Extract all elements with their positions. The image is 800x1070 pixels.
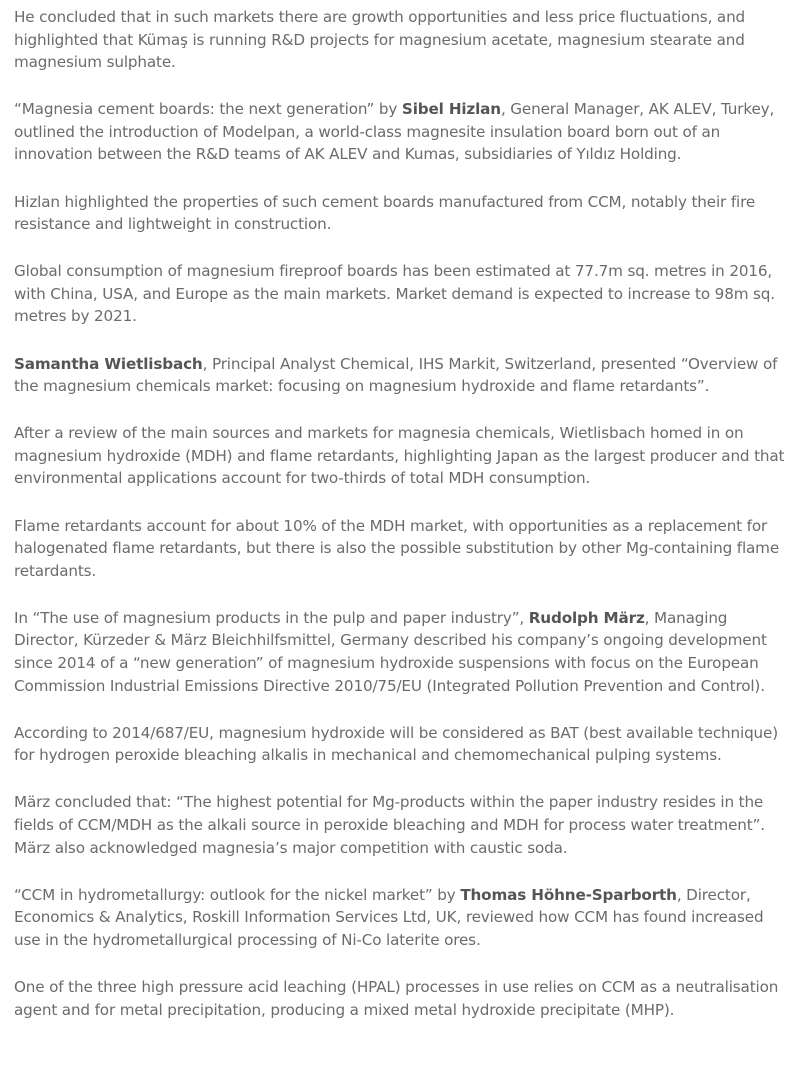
paragraph-hizlan-properties [14, 191, 786, 236]
paragraph-marz-conclusion [14, 791, 786, 859]
text-run: , General Manager, AK ALEV, Turkey, outlined the introduction of Modelpan, a world-class magnesite insulation board born out of an innovation between the R&D teams of AK ALEV and Kumas, subsidiaries of Yıldız Holding. [14, 100, 775, 164]
text-run: , Principal Analyst Chemical, IHS Markit, Switzerland, presented “Overview of the magnesium chemicals market: focusing on magnesium hydroxide and flame retardants”. [14, 354, 778, 396]
speaker-name: Sibel Hizlan [401, 100, 501, 119]
speaker-name: Samantha Wietlisbach [14, 354, 203, 373]
article-body [14, 6, 786, 1046]
paragraph-wietlisbach-intro [14, 353, 786, 398]
text-run: März concluded that: “The highest potential for Mg-products within the paper industry resides in the fields of CCM/MDH as the alkali source in peroxide bleaching and MDH for process water treatment”. März also acknowledged magnesia’s major competition with caustic soda. [14, 793, 765, 857]
text-run: Hizlan highlighted the properties of such cement boards manufactured from CCM, notably their fire resistance and lightweight in construction. [14, 192, 756, 234]
paragraph-hizlan-intro [14, 98, 786, 166]
speaker-name: Thomas Höhne-Sparborth [460, 885, 677, 904]
paragraph-fireproof-consumption [14, 260, 786, 328]
paragraph-bat-directive [14, 722, 786, 767]
text-run: According to 2014/687/EU, magnesium hydroxide will be considered as BAT (best available technique) for hydrogen peroxide bleaching alkalis in mechanical and chemomechanical pulping systems. [14, 723, 779, 765]
paragraph-marz-intro [14, 607, 786, 697]
text-run: One of the three high pressure acid leaching (HPAL) processes in use relies on CCM as a neutralisation agent and for metal precipitation, producing a mixed metal hydroxide precipitate (MHP). [14, 977, 779, 1019]
paragraph-kumas-conclusion [14, 6, 786, 74]
text-run: He concluded that in such markets there are growth opportunities and less price fluctuations, and highlighted that Kümaş is running R&D projects for magnesium acetate, magnesium stearate and magnesium sulphate. [14, 8, 746, 72]
paragraph-wietlisbach-review [14, 422, 786, 490]
text-run: Flame retardants account for about 10% of the MDH market, with opportunities as a replacement for halogenated flame retardants, but there is also the possible substitution by other Mg-containing flame retardants. [14, 516, 780, 580]
text-run: , Director, Economics & Analytics, Roskill Information Services Ltd, UK, reviewed how CCM has found increased use in the hydrometallurgical processing of Ni-Co laterite ores. [14, 885, 764, 949]
paragraph-flame-retardants [14, 515, 786, 583]
paragraph-hohne-sparborth-intro [14, 884, 786, 952]
text-run: After a review of the main sources and markets for magnesia chemicals, Wietlisbach homed in on magnesium hydroxide (MDH) and flame retardants, highlighting Japan as the largest producer and that environmental applications account for two-thirds of total MDH consumption. [14, 424, 785, 488]
text-run: , Managing Director, Kürzeder & März Bleichhilfsmittel, Germany described his company’s ongoing development since 2014 of a “new generation” of magnesium hydroxide suspensions with focus on the European Commission Industrial Emissions Directive 2010/75/EU (Integrated Pollution Prevention and Control). [14, 608, 767, 695]
paragraph-hpal-processes [14, 976, 786, 1021]
text-run: In “The use of magnesium products in the pulp and paper industry”, [14, 608, 529, 627]
speaker-name: Rudolph März [528, 608, 645, 627]
text-run: “CCM in hydrometallurgy: outlook for the nickel market” by [14, 885, 461, 904]
text-run: Global consumption of magnesium fireproof boards has been estimated at 77.7m sq. metres in 2016, with China, USA, and Europe as the main markets. Market demand is expected to increase to 98m sq. metres by 2021. [14, 262, 775, 326]
text-run: “Magnesia cement boards: the next generation” by [14, 100, 402, 119]
